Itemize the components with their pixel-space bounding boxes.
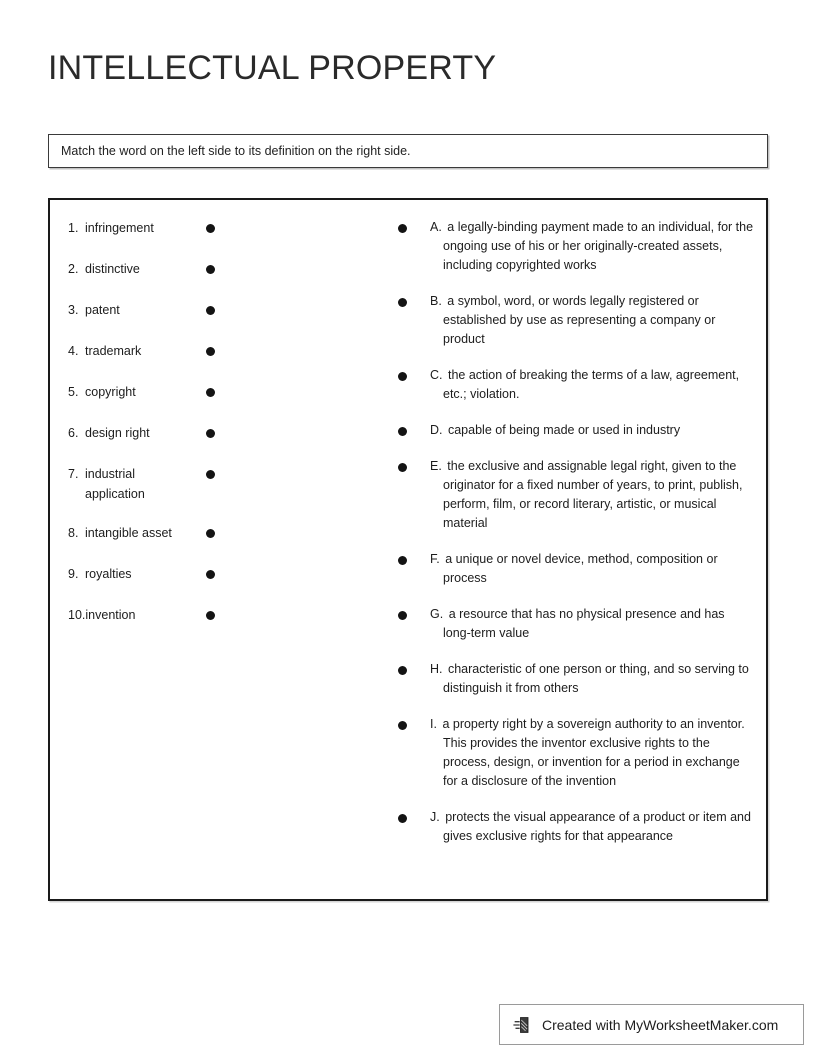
definition-text — [430, 660, 754, 698]
term-number: 9. — [68, 567, 79, 581]
definition-body: characteristic of one person or thing, and so serving to distinguish it from others — [443, 662, 749, 695]
definition-letter: E. — [430, 459, 442, 473]
term-word: patent — [85, 303, 120, 317]
instruction-text: Match the word on the left side to its definition on the right side. — [61, 144, 411, 158]
term-row — [66, 259, 366, 281]
definition-match-dot[interactable] — [398, 427, 407, 436]
term-word: distinctive — [85, 262, 140, 276]
term-number: 7. — [68, 467, 79, 481]
term-label — [66, 423, 188, 443]
footer-text: Created with MyWorksheetMaker.com — [542, 1016, 779, 1033]
term-row — [66, 564, 366, 586]
term-word: infringement — [85, 221, 154, 235]
term-word: royalties — [85, 567, 132, 581]
term-number: 6. — [68, 426, 79, 440]
term-number: 3. — [68, 303, 79, 317]
term-label — [66, 382, 188, 402]
definition-match-dot[interactable] — [398, 556, 407, 565]
definition-row — [398, 218, 754, 275]
terms-column — [66, 218, 366, 646]
definition-letter: A. — [430, 220, 442, 234]
definition-body: the exclusive and assignable legal right, given to the originator for a fixed number of years, to print, publish, perform, film, or record literary, artistic, or musical material — [443, 459, 743, 530]
term-number: 4. — [68, 344, 79, 358]
term-row — [66, 300, 366, 322]
definition-letter: J. — [430, 810, 440, 824]
definition-text — [430, 808, 754, 846]
definition-body: a resource that has no physical presence and has long-term value — [443, 607, 725, 640]
definition-text — [430, 218, 754, 275]
definition-row — [398, 366, 754, 404]
term-match-dot[interactable] — [206, 265, 215, 274]
term-match-dot[interactable] — [206, 347, 215, 356]
definition-letter: I. — [430, 717, 437, 731]
term-word: trademark — [85, 344, 142, 358]
definition-row — [398, 292, 754, 349]
term-label — [66, 218, 188, 238]
definition-body: protects the visual appearance of a product or item and gives exclusive rights for that appearance — [443, 810, 751, 843]
term-row — [66, 523, 366, 545]
term-row — [66, 218, 366, 240]
term-match-dot[interactable] — [206, 529, 215, 538]
term-number: 1. — [68, 221, 79, 235]
definition-body: a unique or novel device, method, composition or process — [443, 552, 718, 585]
definition-text — [430, 421, 754, 440]
term-word: design right — [85, 426, 150, 440]
instruction-box — [48, 134, 768, 168]
definition-match-dot[interactable] — [398, 224, 407, 233]
definition-row — [398, 715, 754, 791]
definition-row — [398, 421, 754, 440]
term-number: 2. — [68, 262, 79, 276]
definition-letter: B. — [430, 294, 442, 308]
term-word: intangible asset — [85, 526, 172, 540]
definition-row — [398, 660, 754, 698]
term-match-dot[interactable] — [206, 470, 215, 479]
definition-match-dot[interactable] — [398, 372, 407, 381]
definition-body: a symbol, word, or words legally registered or established by use as representing a company or product — [443, 294, 716, 346]
term-row — [66, 341, 366, 363]
term-label — [66, 564, 188, 584]
term-match-dot[interactable] — [206, 306, 215, 315]
term-number: 10. — [68, 608, 86, 622]
definition-text — [430, 550, 754, 588]
definition-match-dot[interactable] — [398, 298, 407, 307]
term-row — [66, 605, 366, 627]
term-number: 5. — [68, 385, 79, 399]
term-number: 8. — [68, 526, 79, 540]
term-match-dot[interactable] — [206, 570, 215, 579]
term-label — [66, 341, 188, 361]
definition-letter: G. — [430, 607, 444, 621]
definition-text — [430, 292, 754, 349]
term-match-dot[interactable] — [206, 224, 215, 233]
page-title: INTELLECTUAL PROPERTY — [48, 49, 497, 87]
term-label — [66, 523, 188, 543]
term-row — [66, 423, 366, 445]
footer-badge[interactable] — [499, 1004, 804, 1045]
term-match-dot[interactable] — [206, 611, 215, 620]
term-word: invention — [85, 608, 136, 622]
term-label — [66, 259, 188, 279]
definition-letter: D. — [430, 423, 443, 437]
definition-letter: H. — [430, 662, 443, 676]
definition-row — [398, 605, 754, 643]
definition-body: capable of being made or used in industry — [447, 423, 681, 437]
definition-row — [398, 808, 754, 846]
definition-letter: F. — [430, 552, 440, 566]
definition-body: a property right by a sovereign authority to an inventor. This provides the inventor exclusive rights to the process, design, or invention for a period in exchange for a disclosure of the invention — [442, 717, 745, 788]
definition-letter: C. — [430, 368, 443, 382]
term-word: copyright — [85, 385, 136, 399]
definition-body: the action of breaking the terms of a law, agreement, etc.; violation. — [443, 368, 740, 401]
term-label — [66, 464, 188, 504]
definitions-column — [398, 218, 754, 863]
definition-text — [430, 457, 754, 533]
definition-row — [398, 457, 754, 533]
matching-exercise-box — [48, 198, 768, 901]
definition-row — [398, 550, 754, 588]
definition-match-dot[interactable] — [398, 721, 407, 730]
definition-text — [430, 605, 754, 643]
term-match-dot[interactable] — [206, 388, 215, 397]
worksheet-maker-logo-icon — [513, 1015, 533, 1035]
definition-match-dot[interactable] — [398, 611, 407, 620]
definition-text — [430, 715, 754, 791]
definition-match-dot[interactable] — [398, 666, 407, 675]
term-word: industrial application — [85, 467, 145, 501]
term-row — [66, 464, 366, 504]
definition-match-dot[interactable] — [398, 814, 407, 823]
term-match-dot[interactable] — [206, 429, 215, 438]
term-label — [66, 300, 188, 320]
term-label — [66, 605, 188, 625]
definition-text — [430, 366, 754, 404]
term-row — [66, 382, 366, 404]
definition-match-dot[interactable] — [398, 463, 407, 472]
definition-body: a legally-binding payment made to an individual, for the ongoing use of his or her originally-created assets, including copyrighted works — [443, 220, 754, 272]
